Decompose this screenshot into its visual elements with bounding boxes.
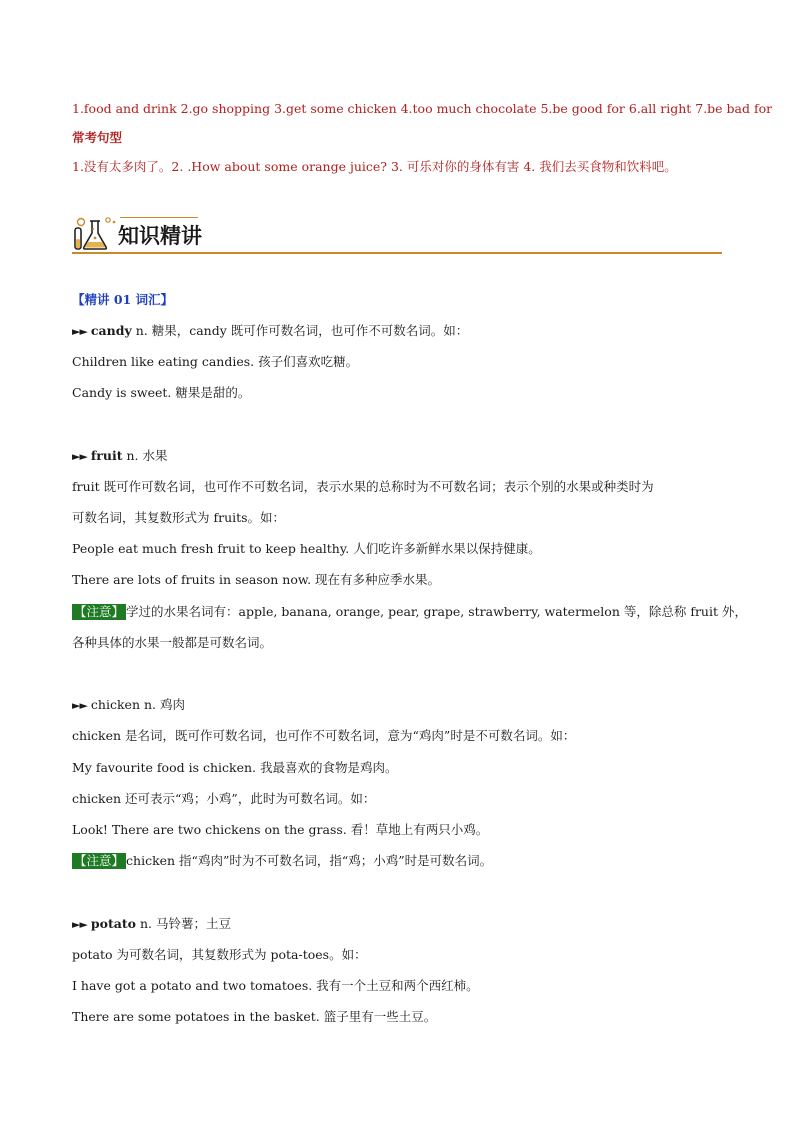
arrow-icon: ►►	[72, 699, 87, 712]
entry-description: potato 为可数名词，其复数形式为 pota-toes。如：	[72, 947, 367, 962]
entry-potato	[72, 915, 231, 934]
entry-chicken	[72, 696, 185, 715]
entry-description: chicken 是名词，既可作可数名词，也可作不可数名词，意为“鸡肉”时是不可数名词。如：	[72, 728, 576, 743]
example-sentence: Children like eating candies. 孩子们喜欢吃糖。	[72, 354, 359, 369]
example-sentence: There are lots of fruits in season now. 现在有多种应季水果。	[72, 572, 441, 587]
pattern-answers: 1.没有太多肉了。2. .How about some orange juice? 3. 可乐对你的身体有害 4. 我们去买食物和饮料吧。	[72, 159, 677, 174]
arrow-icon: ►►	[72, 325, 87, 338]
header-accent-line	[120, 217, 198, 218]
note-text: 各种具体的水果一般都是可数名词。	[72, 635, 273, 650]
example-sentence: Look! There are two chickens on the grass. 看！草地上有两只小鸡。	[72, 822, 489, 837]
entry-description: 可数名词，其复数形式为 fruits。如：	[72, 510, 286, 525]
note-text: chicken 指“鸡肉”时为不可数名词，指“鸡；小鸡”时是可数名词。	[126, 853, 493, 868]
example-sentence: People eat much fresh fruit to keep healthy. 人们吃许多新鲜水果以保持健康。	[72, 541, 541, 556]
example-sentence: There are some potatoes in the basket. 篮子里有一些土豆。	[72, 1009, 437, 1024]
note-badge: 【注意】	[74, 853, 125, 868]
section-divider	[72, 252, 722, 254]
patterns-heading: 常考句型	[72, 130, 123, 145]
entry-word: candy	[90, 323, 132, 338]
note-badge: 【注意】	[74, 604, 125, 619]
entry-definition: n. 马铃薯；土豆	[135, 916, 231, 931]
arrow-icon: ►►	[72, 450, 87, 463]
phrase-answers: 1.food and drink 2.go shopping 3.get some chicken 4.too much chocolate 5.be good for 6.all right 7.be bad for	[72, 101, 773, 116]
entry-fruit	[72, 447, 167, 466]
note-line	[72, 603, 747, 621]
section-title: 知识精讲	[118, 224, 202, 248]
entry-description: chicken 还可表示“鸡；小鸡”，此时为可数名词。如：	[72, 791, 376, 806]
entry-description: fruit 既可作可数名词，也可作不可数名词，表示水果的总称时为不可数名词；表示个别的水果或种类时为	[72, 479, 654, 494]
example-sentence: I have got a potato and two tomatoes. 我有一个土豆和两个西红柿。	[72, 978, 479, 993]
note-text: 学过的水果名词有：apple, banana, orange, pear, grape, strawberry, watermelon 等，除总称 fruit 外，	[126, 604, 747, 619]
entry-word: potato	[90, 916, 136, 931]
entry-candy	[72, 322, 468, 341]
arrow-icon: ►►	[72, 918, 87, 931]
entry-definition: n. 水果	[122, 448, 168, 463]
entry-word: chicken n. 鸡肉	[90, 697, 185, 712]
entry-word: fruit	[90, 448, 123, 463]
entry-definition: n. 糖果，candy 既可作可数名词，也可作不可数名词。如：	[131, 323, 469, 338]
lecture-heading: 【精讲 01 词汇】	[72, 292, 174, 307]
lab-flask-icon	[72, 213, 118, 251]
note-line	[72, 852, 492, 870]
example-sentence: My favourite food is chicken. 我最喜欢的食物是鸡肉。	[72, 760, 398, 775]
example-sentence: Candy is sweet. 糖果是甜的。	[72, 385, 251, 400]
